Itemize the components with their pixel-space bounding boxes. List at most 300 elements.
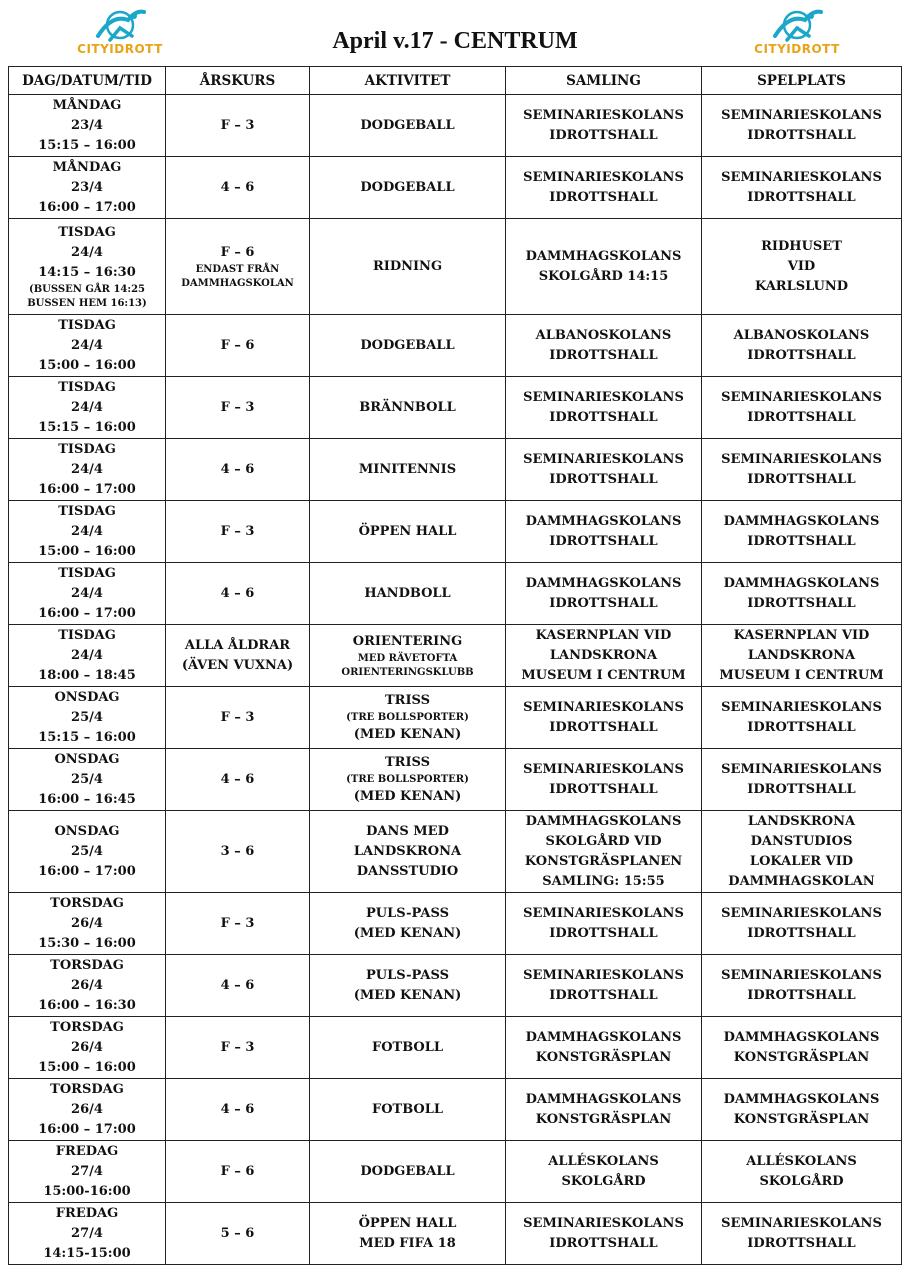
activity-label: DODGEBALL [360,117,455,133]
cell-spelplats [702,955,902,1017]
cell-spelplats [702,1141,902,1203]
cell-date [9,1141,166,1203]
logo-text: CITYIDROTT [77,42,163,56]
activity-label: DODGEBALL [360,1163,455,1179]
cell-activity [310,955,506,1017]
date-label: 25/4 [71,843,103,859]
table-header-row [9,67,902,95]
table-row [9,687,902,749]
activity-label: DODGEBALL [360,179,455,195]
schedule-body [9,95,902,1265]
activity-label: FOTBOLL [371,1039,444,1055]
cell-spelplats [702,687,902,749]
page-title: April v.17 - CENTRUM [332,28,578,54]
activity-label: ORIENTERING [352,633,463,649]
time-label: 16:00 – 17:00 [38,605,136,621]
day-label: MÅNDAG [52,159,122,175]
cell-spelplats [702,315,902,377]
cell-spelplats [702,219,902,315]
activity-label: DODGEBALL [360,337,455,353]
grade-label: 3 – 6 [220,843,255,859]
cell-spelplats [702,625,902,687]
samling-label: SKOLGÅRD VID [545,833,662,849]
cell-samling [506,625,702,687]
cell-grade [166,811,310,893]
column-header-grade: ÅRSKURS [166,67,310,95]
grade-label: F – 3 [220,915,255,931]
samling-label: SEMINARIESKOLANS [523,1215,684,1231]
day-label: FREDAG [55,1205,119,1221]
cell-grade [166,749,310,811]
date-label: 26/4 [71,915,103,931]
date-label: 25/4 [71,771,103,787]
cell-samling [506,157,702,219]
time-label: 15:15 – 16:00 [38,729,136,745]
cell-samling [506,955,702,1017]
spelplats-label: SEMINARIESKOLANS [721,761,882,777]
cell-grade [166,563,310,625]
spelplats-label: SKOLGÅRD [759,1173,844,1189]
samling-label: SEMINARIESKOLANS [523,107,684,123]
spelplats-label: SEMINARIESKOLANS [721,107,882,123]
activity-label: HANDBOLL [364,585,451,601]
time-label: 14:15 – 16:30 [38,264,136,280]
activity-label: DANS MED [366,823,449,839]
spelplats-label: LANDSKRONA [747,647,856,663]
date-label: 23/4 [71,179,103,195]
logo-text: CITYIDROTT [754,42,840,56]
grade-label: F – 3 [220,709,255,725]
cityidrott-logo-right [747,6,847,60]
samling-label: ALLÉSKOLANS [548,1153,659,1169]
day-label: TISDAG [58,627,116,643]
cell-samling [506,1203,702,1265]
table-row [9,1203,902,1265]
date-label: 26/4 [71,1039,103,1055]
time-label: 16:00 – 16:45 [38,791,136,807]
samling-label: MUSEUM I CENTRUM [521,667,686,683]
date-note: BUSSEN HEM 16:13) [27,297,147,309]
samling-label: KONSTGRÄSPLAN [535,1111,672,1127]
grade-label: 4 – 6 [220,771,255,787]
activity-note: MED RÄVETOFTA [357,652,458,664]
column-header-samling: SAMLING [506,67,702,95]
samling-label: DAMMHAGSKOLANS [525,575,682,591]
grade-note: DAMMHAGSKOLAN [181,277,294,289]
time-label: 16:00 – 17:00 [38,481,136,497]
time-label: 16:00 – 16:30 [38,997,136,1013]
cell-grade [166,95,310,157]
samling-label: DAMMHAGSKOLANS [525,513,682,529]
cell-samling [506,811,702,893]
time-label: 16:00 – 17:00 [38,1121,136,1137]
cell-grade [166,501,310,563]
cell-date [9,1017,166,1079]
cell-activity [310,95,506,157]
table-row [9,749,902,811]
cell-spelplats [702,811,902,893]
table-row [9,95,902,157]
spelplats-label: SEMINARIESKOLANS [721,169,882,185]
spelplats-label: DAMMHAGSKOLANS [723,513,880,529]
activity-label: TRISS [384,754,431,770]
activity-note: ORIENTERINGSKLUBB [341,666,474,678]
cell-date [9,95,166,157]
cell-activity [310,377,506,439]
cell-spelplats [702,501,902,563]
grade-label: F – 3 [220,399,255,415]
samling-label: SEMINARIESKOLANS [523,451,684,467]
cell-spelplats [702,563,902,625]
day-label: FREDAG [55,1143,119,1159]
grade-label: F – 3 [220,117,255,133]
cell-spelplats [702,439,902,501]
cityidrott-logo-icon [767,6,827,44]
spelplats-label: SEMINARIESKOLANS [721,905,882,921]
cell-grade [166,157,310,219]
cell-date [9,439,166,501]
day-label: TISDAG [58,565,116,581]
cell-activity [310,625,506,687]
day-label: ONSDAG [54,823,120,839]
cell-spelplats [702,749,902,811]
cell-samling [506,1079,702,1141]
cell-date [9,219,166,315]
cell-grade [166,439,310,501]
spelplats-label: SEMINARIESKOLANS [721,451,882,467]
samling-label: KASERNPLAN VID [535,627,672,643]
day-label: TISDAG [58,503,116,519]
cell-samling [506,1017,702,1079]
cell-date [9,625,166,687]
cell-grade [166,893,310,955]
spelplats-label: IDROTTSHALL [747,925,856,941]
spelplats-label: LANDSKRONA [747,813,856,829]
spelplats-label: RIDHUSET [761,238,842,254]
date-label: 24/4 [71,399,103,415]
date-label: 24/4 [71,523,103,539]
spelplats-label: KONSTGRÄSPLAN [733,1049,870,1065]
date-label: 26/4 [71,977,103,993]
cell-spelplats [702,1079,902,1141]
grade-label: 4 – 6 [220,179,255,195]
grade-label: 4 – 6 [220,1101,255,1117]
cell-grade [166,219,310,315]
table-row [9,219,902,315]
cell-grade [166,1203,310,1265]
spelplats-label: IDROTTSHALL [747,1235,856,1251]
cell-grade [166,1141,310,1203]
cell-samling [506,687,702,749]
samling-label: IDROTTSHALL [549,409,658,425]
samling-label: IDROTTSHALL [549,347,658,363]
samling-label: SEMINARIESKOLANS [523,389,684,405]
cell-samling [506,439,702,501]
cell-date [9,749,166,811]
spelplats-label: DANSTUDIOS [750,833,853,849]
date-label: 24/4 [71,337,103,353]
spelplats-label: IDROTTSHALL [747,471,856,487]
spelplats-label: IDROTTSHALL [747,719,856,735]
time-label: 15:00 – 16:00 [38,1059,136,1075]
spelplats-label: IDROTTSHALL [747,189,856,205]
date-label: 24/4 [71,244,103,260]
samling-label: KONSTGRÄSPLANEN [524,853,683,869]
cell-grade [166,315,310,377]
cell-activity [310,1079,506,1141]
samling-label: KONSTGRÄSPLAN [535,1049,672,1065]
day-label: TISDAG [58,317,116,333]
cell-date [9,501,166,563]
cell-samling [506,1141,702,1203]
samling-label: SEMINARIESKOLANS [523,169,684,185]
cell-samling [506,501,702,563]
time-label: 15:00-16:00 [43,1183,131,1199]
activity-label: MED FIFA 18 [359,1235,456,1251]
cell-date [9,315,166,377]
grade-label: F – 6 [220,337,255,353]
table-row [9,157,902,219]
table-row [9,501,902,563]
time-label: 16:00 – 17:00 [38,199,136,215]
table-row [9,1079,902,1141]
day-label: MÅNDAG [52,97,122,113]
samling-label: DAMMHAGSKOLANS [525,1091,682,1107]
grade-label: ALLA ÅLDRAR [184,637,291,653]
samling-label: SEMINARIESKOLANS [523,967,684,983]
grade-label: (ÄVEN VUXNA) [181,657,294,673]
page-header [0,0,910,66]
grade-label: F – 3 [220,523,255,539]
cell-date [9,687,166,749]
cell-activity [310,439,506,501]
spelplats-label: DAMMHAGSKOLANS [723,1029,880,1045]
cell-activity [310,811,506,893]
grade-label: F – 6 [220,1163,255,1179]
grade-label: F – 6 [220,244,255,260]
activity-label: FOTBOLL [371,1101,444,1117]
cell-spelplats [702,893,902,955]
cell-grade [166,625,310,687]
column-header-spelplats: SPELPLATS [702,67,902,95]
cell-date [9,811,166,893]
day-label: TISDAG [58,379,116,395]
cell-activity [310,157,506,219]
date-label: 23/4 [71,117,103,133]
time-label: 15:15 – 16:00 [38,419,136,435]
samling-label: DAMMHAGSKOLANS [525,813,682,829]
samling-label: IDROTTSHALL [549,595,658,611]
cell-samling [506,95,702,157]
spelplats-label: KARLSLUND [754,278,849,294]
samling-label: IDROTTSHALL [549,1235,658,1251]
time-label: 16:00 – 17:00 [38,863,136,879]
activity-extra: (MED KENAN) [353,788,462,804]
activity-label: BRÄNNBOLL [359,399,456,415]
cell-activity [310,1141,506,1203]
samling-label: IDROTTSHALL [549,781,658,797]
time-label: 15:00 – 16:00 [38,543,136,559]
grade-label: F – 3 [220,1039,255,1055]
spelplats-label: VID [787,258,816,274]
day-label: TORSDAG [50,895,124,911]
spelplats-label: IDROTTSHALL [747,533,856,549]
activity-label: TRISS [384,692,431,708]
cell-activity [310,501,506,563]
activity-label: DANSSTUDIO [356,863,459,879]
cell-samling [506,315,702,377]
time-label: 18:00 – 18:45 [38,667,136,683]
activity-note: (TRE BOLLSPORTER) [346,773,469,785]
samling-label: IDROTTSHALL [549,925,658,941]
spelplats-label: IDROTTSHALL [747,409,856,425]
cell-date [9,893,166,955]
cell-grade [166,1079,310,1141]
cell-grade [166,687,310,749]
cell-date [9,157,166,219]
activity-label: RIDNING [372,258,443,274]
samling-label: SAMLING: 15:55 [542,873,665,889]
table-row [9,625,902,687]
spelplats-label: IDROTTSHALL [747,987,856,1003]
date-label: 26/4 [71,1101,103,1117]
spelplats-label: SEMINARIESKOLANS [721,1215,882,1231]
cell-grade [166,1017,310,1079]
cell-date [9,1203,166,1265]
time-label: 14:15-15:00 [43,1245,131,1261]
cell-activity [310,687,506,749]
table-row [9,377,902,439]
samling-label: IDROTTSHALL [549,189,658,205]
activity-label: ÖPPEN HALL [358,1215,457,1231]
activity-label: LANDSKRONA [353,843,462,859]
cell-date [9,377,166,439]
day-label: TISDAG [58,224,116,240]
cell-date [9,955,166,1017]
activity-label: PULS-PASS [366,905,449,921]
samling-label: IDROTTSHALL [549,471,658,487]
day-label: TORSDAG [50,957,124,973]
activity-label: ÖPPEN HALL [358,523,457,539]
table-row [9,893,902,955]
cell-samling [506,219,702,315]
spelplats-label: DAMMHAGSKOLANS [723,575,880,591]
table-row [9,811,902,893]
spelplats-label: DAMMHAGSKOLAN [728,873,875,889]
cell-spelplats [702,157,902,219]
samling-label: SKOLGÅRD 14:15 [538,268,669,284]
cell-samling [506,749,702,811]
cell-spelplats [702,1017,902,1079]
samling-label: IDROTTSHALL [549,987,658,1003]
day-label: TORSDAG [50,1081,124,1097]
cell-samling [506,377,702,439]
cell-grade [166,955,310,1017]
table-row [9,315,902,377]
grade-note: ENDAST FRÅN [195,263,280,275]
date-label: 24/4 [71,585,103,601]
cell-spelplats [702,377,902,439]
date-label: 25/4 [71,709,103,725]
cell-activity [310,219,506,315]
cell-date [9,563,166,625]
spelplats-label: KASERNPLAN VID [733,627,870,643]
cell-spelplats [702,1203,902,1265]
samling-label: IDROTTSHALL [549,533,658,549]
spelplats-label: IDROTTSHALL [747,781,856,797]
samling-label: ALBANOSKOLANS [535,327,672,343]
activity-extra: (MED KENAN) [353,726,462,742]
spelplats-label: SEMINARIESKOLANS [721,967,882,983]
table-row [9,955,902,1017]
cell-activity [310,1203,506,1265]
spelplats-label: ALBANOSKOLANS [733,327,870,343]
time-label: 15:15 – 16:00 [38,137,136,153]
cell-spelplats [702,95,902,157]
cell-activity [310,1017,506,1079]
day-label: TORSDAG [50,1019,124,1035]
samling-label: SEMINARIESKOLANS [523,905,684,921]
day-label: TISDAG [58,441,116,457]
cell-activity [310,315,506,377]
samling-label: DAMMHAGSKOLANS [525,248,682,264]
date-label: 24/4 [71,461,103,477]
column-header-activity: AKTIVITET [310,67,506,95]
date-label: 27/4 [71,1225,103,1241]
cell-grade [166,377,310,439]
spelplats-label: IDROTTSHALL [747,595,856,611]
grade-label: 4 – 6 [220,461,255,477]
time-label: 15:00 – 16:00 [38,357,136,373]
grade-label: 5 – 6 [220,1225,255,1241]
activity-label: (MED KENAN) [353,987,462,1003]
samling-label: LANDSKRONA [549,647,658,663]
cell-activity [310,749,506,811]
spelplats-label: IDROTTSHALL [747,127,856,143]
spelplats-label: KONSTGRÄSPLAN [733,1111,870,1127]
grade-label: 4 – 6 [220,977,255,993]
spelplats-label: IDROTTSHALL [747,347,856,363]
column-header-date: DAG/DATUM/TID [9,67,166,95]
time-label: 15:30 – 16:00 [38,935,136,951]
activity-label: (MED KENAN) [353,925,462,941]
day-label: ONSDAG [54,689,120,705]
spelplats-label: ALLÉSKOLANS [746,1153,857,1169]
spelplats-label: SEMINARIESKOLANS [721,389,882,405]
table-row [9,1017,902,1079]
table-row [9,563,902,625]
samling-label: SEMINARIESKOLANS [523,699,684,715]
cell-activity [310,893,506,955]
table-row [9,439,902,501]
grade-label: 4 – 6 [220,585,255,601]
spelplats-label: SEMINARIESKOLANS [721,699,882,715]
samling-label: IDROTTSHALL [549,719,658,735]
date-label: 27/4 [71,1163,103,1179]
date-note: (BUSSEN GÅR 14:25 [29,283,145,295]
cell-activity [310,563,506,625]
activity-note: (TRE BOLLSPORTER) [346,711,469,723]
samling-label: SKOLGÅRD [561,1173,646,1189]
day-label: ONSDAG [54,751,120,767]
schedule-table [8,66,902,1265]
cell-samling [506,563,702,625]
samling-label: IDROTTSHALL [549,127,658,143]
spelplats-label: DAMMHAGSKOLANS [723,1091,880,1107]
spelplats-label: MUSEUM I CENTRUM [719,667,884,683]
activity-label: MINITENNIS [358,461,457,477]
table-row [9,1141,902,1203]
